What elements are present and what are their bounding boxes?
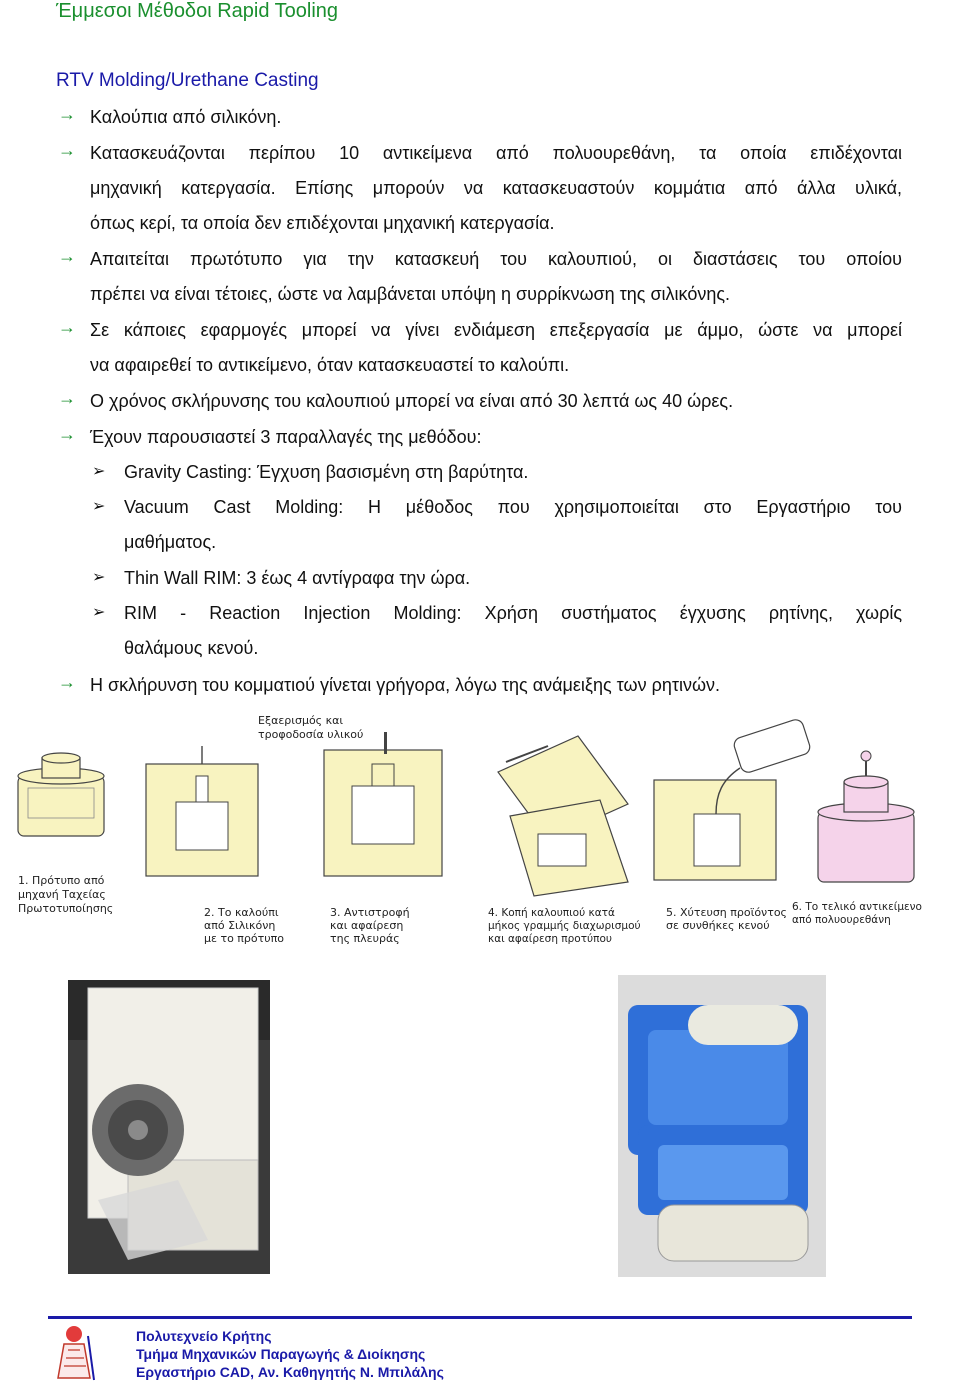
step-label: 6. Το τελικό αντικείμενο (792, 901, 922, 913)
section-title: RTV Molding/Urethane Casting (56, 70, 319, 91)
silicone-mold-photo (618, 975, 826, 1277)
sub-bullet-text: μαθήματος. (124, 532, 217, 552)
bullet-text: όπως κερί, τα οποία δεν επιδέχονται μηχανική κατεργασία. (90, 213, 555, 233)
sub-bullet-text: RIM - Reaction Injection Molding: Χρήση συστήματος έγχυσης ρητίνης, χωρίς (124, 603, 902, 623)
step-label: και αφαίρεση προτύπου (488, 933, 612, 945)
arrow-icon: → (58, 317, 76, 337)
sub-bullet-text: Gravity Casting: Έγχυση βασισμένη στη βαρύτητα. (124, 462, 529, 482)
sub-bullet-text: θαλάμους κενού. (124, 638, 259, 658)
chevron-bullet-icon: ➢ (92, 498, 106, 515)
step-label: σε συνθήκες κενού (666, 919, 770, 932)
university-logo (54, 1322, 100, 1384)
bullet-text: Η σκλήρυνση του κομματιού γίνεται γρήγορα, λόγω της ανάμειξης των ρητινών. (90, 675, 720, 695)
arrow-icon: → (58, 424, 76, 444)
step-label: Πρωτοτυποίησης (18, 902, 114, 915)
sub-bullet-text: Thin Wall RIM: 3 έως 4 αντίγραφα την ώρα. (124, 568, 471, 588)
step-label: μήκος γραμμής διαχωρισμού (488, 920, 641, 932)
step-label: με το πρότυπο (204, 932, 284, 945)
diagram-top-label: τροφοδοσία υλικού (258, 728, 364, 741)
arrow-icon: → (58, 140, 76, 160)
footer-department: Τμήμα Μηχανικών Παραγωγής & Διοίκησης (136, 1346, 426, 1362)
step-label: μηχανή Ταχείας (18, 888, 106, 901)
arrow-icon: → (58, 672, 76, 692)
bullet-text: να αφαιρεθεί το αντικείμενο, όταν κατασκευαστεί το καλούπι. (90, 355, 570, 375)
chevron-bullet-icon: ➢ (92, 569, 106, 586)
page-header-title: Έμμεσοι Μέθοδοι Rapid Tooling (56, 0, 339, 22)
bullet-text: Ο χρόνος σκλήρυνσης του καλουπιού μπορεί να είναι από 30 λεπτά ως 40 ώρες. (90, 391, 734, 411)
footer-lab: Εργαστήριο CAD, Αν. Καθηγητής Ν. Μπιλάλης (136, 1364, 444, 1380)
silicone-mold-figure (146, 746, 258, 876)
step-label: 5. Χύτευση προϊόντος (666, 906, 788, 919)
arrow-icon: → (58, 388, 76, 408)
step-label: και αφαίρεση (330, 919, 404, 932)
step-label: 1. Πρότυπο από (18, 874, 105, 887)
cast-parts-photo (68, 980, 270, 1274)
arrow-icon: → (58, 104, 76, 124)
bullet-text: πρέπει να είναι τέτοιες, ώστε να λαμβάνεται υπόψη η συρρίκνωση της σιλικόνης. (90, 284, 731, 304)
diagram-top-label: Εξαερισμός και (258, 714, 344, 727)
step-label: 4. Κοπή καλουπιού κατά (488, 907, 615, 919)
step-label: 2. Το καλούπι (204, 906, 279, 919)
arrow-icon: → (58, 246, 76, 266)
inverted-mold-figure (324, 732, 442, 876)
chevron-bullet-icon: ➢ (92, 604, 106, 621)
chevron-bullet-icon: ➢ (92, 463, 106, 480)
bullet-text: μηχανική κατεργασία. Επίσης μπορούν να κατασκευαστούν κομμάτια από άλλα υλικά, (90, 178, 902, 198)
bullet-text: Απαιτείται πρωτότυπο για την κατασκευή του καλουπιού, οι διαστάσεις του οποίου (90, 249, 902, 269)
bullet-text: Καλούπια από σιλικόνη. (90, 107, 282, 127)
footer-rule (48, 1316, 912, 1319)
sub-bullet-text: Vacuum Cast Molding: Η μέθοδος που χρησιμοποιείται στο Εργαστήριο του (124, 497, 902, 517)
footer-university: Πολυτεχνείο Κρήτης (136, 1328, 272, 1344)
step-label: από Σιλικόνη (204, 919, 276, 932)
step-label: της πλευράς (330, 932, 400, 945)
bullet-text: Σε κάποιες εφαρμογές μπορεί να γίνει ενδιάμεση επεξεργασία με άμμο, ώστε να μπορεί (90, 320, 902, 340)
step-label: από πολυουρεθάνη (792, 914, 891, 926)
step-label: 3. Αντιστροφή (330, 906, 410, 919)
bullet-text: Κατασκευάζονται περίπου 10 αντικείμενα από πολυουρεθάνη, τα οποία επιδέχονται (90, 143, 902, 163)
bullet-text: Έχουν παρουσιαστεί 3 παραλλαγές της μεθόδου: (90, 427, 482, 447)
rtv-process-diagram (0, 706, 960, 956)
